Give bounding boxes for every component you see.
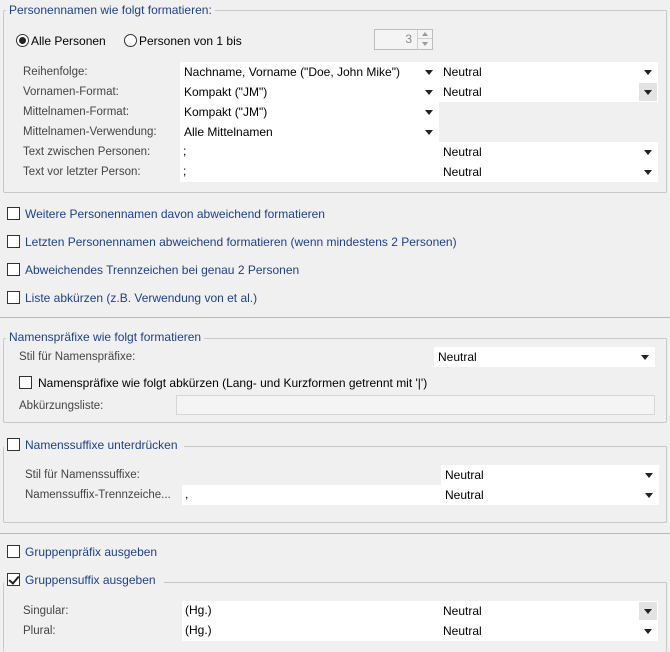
spinner-up-icon[interactable] — [417, 30, 432, 39]
chevron-down-icon — [639, 163, 657, 181]
suffix-separator-input[interactable]: , — [182, 485, 441, 505]
spinner-value: 3 — [405, 32, 412, 46]
text-before-last-input[interactable]: ; — [180, 162, 439, 182]
prefix-style-label: Stil für Namenspräfixe: — [19, 351, 136, 363]
checkbox-group-suffix[interactable] — [7, 573, 20, 586]
text-before-last-label: Text vor letzter Person: — [23, 166, 141, 178]
chevron-down-icon — [640, 486, 658, 504]
radio-all-persons[interactable] — [16, 34, 29, 47]
plural-style-select[interactable]: Neutral — [439, 621, 658, 641]
plural-label: Plural: — [23, 625, 56, 637]
radio-persons-range-label: Personen von 1 bis — [139, 34, 242, 48]
checkbox-abbreviate-list[interactable] — [7, 291, 20, 304]
separator-two-label[interactable]: Abweichendes Trennzeichen bei genau 2 Personen — [25, 263, 300, 277]
order-style-select[interactable]: Neutral — [439, 62, 658, 82]
suffix-style-label: Stil für Namenssuffixe: — [25, 469, 140, 481]
chevron-down-icon — [420, 103, 438, 121]
chevron-down-icon — [639, 622, 657, 640]
middlename-usage-label: Mittelnamen-Verwendung: — [23, 126, 157, 138]
middlename-usage-select[interactable]: Alle Mittelnamen — [180, 122, 439, 142]
checkbox-group-prefix[interactable] — [7, 545, 20, 558]
person-format-title: Personennamen wie folgt formatieren: — [6, 3, 215, 17]
order-select[interactable]: Nachname, Vorname ("Doe, John Mike") — [180, 62, 439, 82]
text-between-label: Text zwischen Personen: — [23, 146, 151, 158]
singular-label: Singular: — [23, 605, 69, 617]
abbreviation-list-input[interactable] — [176, 395, 655, 415]
text-between-style-select[interactable]: Neutral — [439, 142, 658, 162]
radio-persons-range[interactable] — [124, 34, 137, 47]
divider — [0, 317, 670, 318]
divider — [0, 533, 670, 534]
prefix-abbreviate-label[interactable]: Namenspräfixe wie folgt abkürzen (Lang- und Kurzformen getrennt mit '|') — [38, 376, 428, 390]
text-between-input[interactable]: ; — [180, 142, 439, 162]
chevron-down-icon — [639, 83, 657, 101]
chevron-down-icon — [420, 63, 438, 81]
chevron-down-icon — [640, 466, 658, 484]
plural-input[interactable]: (Hg.) — [182, 621, 439, 641]
chevron-down-icon — [639, 63, 657, 81]
checkbox-more-names[interactable] — [7, 207, 20, 220]
firstname-format-label: Vornamen-Format: — [23, 86, 119, 98]
firstname-format-select[interactable]: Kompakt ("JM") — [180, 82, 439, 102]
abbreviate-list-label[interactable]: Liste abkürzen (z.B. Verwendung von et al.) — [25, 291, 258, 305]
checkbox-last-name[interactable] — [7, 235, 20, 248]
last-name-label[interactable]: Letzten Personennamen abweichend formatieren (wenn mindestens 2 Personen) — [25, 235, 457, 249]
chevron-down-icon — [636, 348, 654, 366]
chevron-down-icon — [639, 143, 657, 161]
chevron-down-icon — [639, 602, 657, 620]
middlename-format-label: Mittelnamen-Format: — [23, 106, 130, 118]
checkbox-prefix-abbreviate[interactable] — [19, 376, 32, 389]
group-prefix-label[interactable]: Gruppenpräfix ausgeben — [25, 545, 158, 559]
suffix-style-select[interactable]: Neutral — [441, 465, 659, 485]
person-count-spinner[interactable] — [374, 29, 433, 50]
suffix-separator-style-select[interactable]: Neutral — [441, 485, 659, 505]
abbreviation-list-label: Abkürzungsliste: — [19, 400, 104, 412]
text-before-last-style-select[interactable]: Neutral — [439, 162, 658, 182]
radio-all-persons-label: Alle Personen — [31, 34, 106, 48]
chevron-down-icon — [420, 83, 438, 101]
order-label: Reihenfolge: — [23, 66, 88, 78]
singular-input[interactable]: (Hg.) — [182, 601, 439, 621]
checkbox-suppress-suffix[interactable] — [7, 438, 20, 451]
prefix-style-select[interactable]: Neutral — [434, 347, 655, 367]
more-names-label[interactable]: Weitere Personennamen davon abweichend formatieren — [25, 207, 325, 221]
middlename-format-select[interactable]: Kompakt ("JM") — [180, 102, 439, 122]
prefix-title: Namenspräfixe wie folgt formatieren — [6, 330, 204, 344]
group-suffix-label[interactable]: Gruppensuffix ausgeben — [25, 573, 156, 587]
suffix-separator-label: Namenssuffix-Trennzeiche... — [25, 489, 171, 501]
firstname-style-select[interactable]: Neutral — [439, 82, 658, 102]
suppress-suffix-label[interactable]: Namenssuffixe unterdrücken — [25, 438, 178, 452]
checkbox-separator-two[interactable] — [7, 263, 20, 276]
spinner-down-icon[interactable] — [417, 39, 432, 49]
singular-style-select[interactable]: Neutral — [439, 601, 658, 621]
chevron-down-icon — [420, 123, 438, 141]
